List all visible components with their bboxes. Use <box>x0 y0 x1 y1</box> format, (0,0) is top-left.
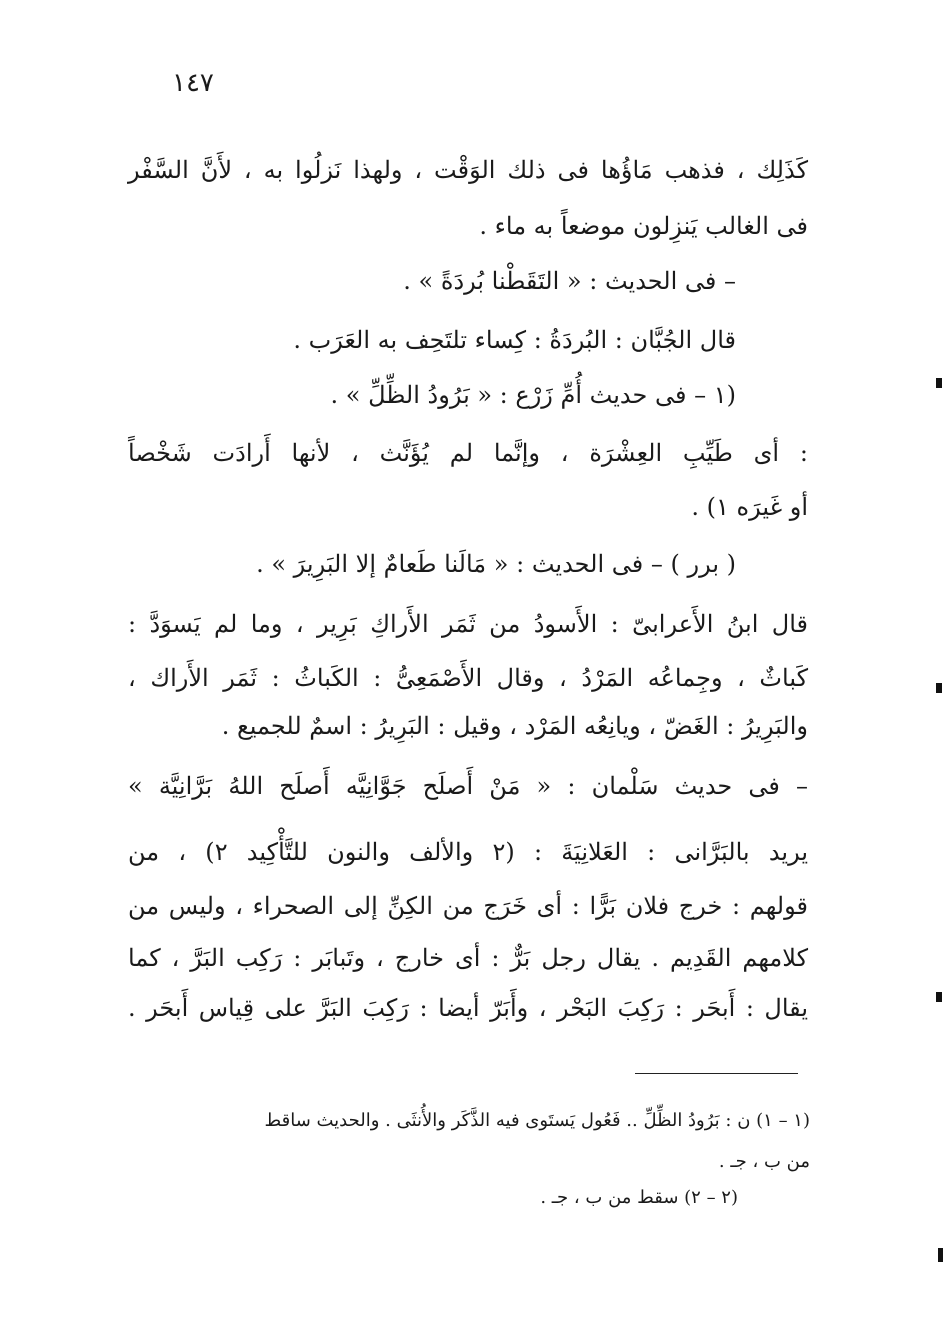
edge-mark <box>936 683 942 693</box>
text-line: أو غَيرَه ١) . <box>691 493 808 521</box>
text-line: – فى الحديث : « التَقَطْنا بُردَةً » . <box>403 267 736 295</box>
edge-mark <box>936 378 942 388</box>
footnote-line: (٢ – ٢) سقط من ب ، جـ . <box>540 1187 738 1208</box>
footnote-divider <box>635 1073 798 1074</box>
text-line: فى الغالب يَنزِلون موضعاً به ماء . <box>479 212 808 240</box>
text-line: يريد بالبَرَّانى : العَلانِيَةَ : (٢ والألف والنون للتَّأْكِيد ٢) ، من <box>128 838 809 866</box>
edge-mark <box>936 992 942 1002</box>
text-line: والبَرِيرُ : الغَضّ ، ويانِعُه المَرْد ، وقيل : البَرِيرُ : اسمٌ للجميع . <box>221 712 808 740</box>
text-line: كلامهم القَدِيم . يقال رجل بَرٌّ : أى خارج ، وتَبابَر : رَكِب البَرَّ ، كما <box>128 944 808 972</box>
text-line: – فى حديث سَلْمان : « مَنْ أَصلَح جَوَّانِيَّه أَصلَح اللهُ بَرَّانِيَّة » <box>128 772 808 800</box>
page-number: ١٤٧ <box>172 68 214 98</box>
text-line: كَذَلِك ، فذهب مَاؤُها فى ذلك الوَقْت ، ولهذا نَزلُوا به ، لأَنَّ السَّفْر <box>128 156 809 184</box>
footnote-line: من ب ، جـ . <box>718 1151 810 1172</box>
edge-mark <box>938 1248 943 1262</box>
text-line: ( برر ) – فى الحديث : « مَالَنا طَعامٌ إلا البَرِيرَ » . <box>256 550 736 578</box>
text-line: قال الجُبَّان : البُردَةُ : كِساء تلتَحِف به العَرَب . <box>293 326 736 354</box>
text-line: قال ابنُ الأَعرابىّ : الأَسودُ من ثَمَر الأَراكِ بَرِير ، وما لم يَسوَدَّ : <box>128 610 808 638</box>
text-line: : أى طَيِّبِ العِشْرَة ، وإنَّما لم يُؤَنَّث ، لأنها أَرادَت شَخْصاً <box>128 439 808 467</box>
text-line: (١ – فى حديث أُمِّ زَرْع : « بَرُودُ الظِّلِّ » . <box>330 381 736 409</box>
text-line: يقال : أَبحَر : رَكِبَ البَحْر ، وأَبَرّ أيضا : رَكِبَ البَرَّ على قِياس أَبحَر . <box>128 994 808 1022</box>
footnote-line: (١ – ١) ن : بَرُودُ الظِّلِّ .. فَعُول يَستَوى فيه الذَّكَر والأُنثَى . والحديث ساقط <box>264 1110 810 1131</box>
text-line: كَباثٌ ، وجِماعُه المَرْدُ ، وقال الأَصْمَعِىُّ : الكَباثُ : ثَمَر الأَراك ، <box>128 664 808 692</box>
text-line: قولهم : خرج فلان بَرًّا : أى خَرَج من الكِنِّ إلى الصحراء ، وليس من <box>128 892 808 920</box>
